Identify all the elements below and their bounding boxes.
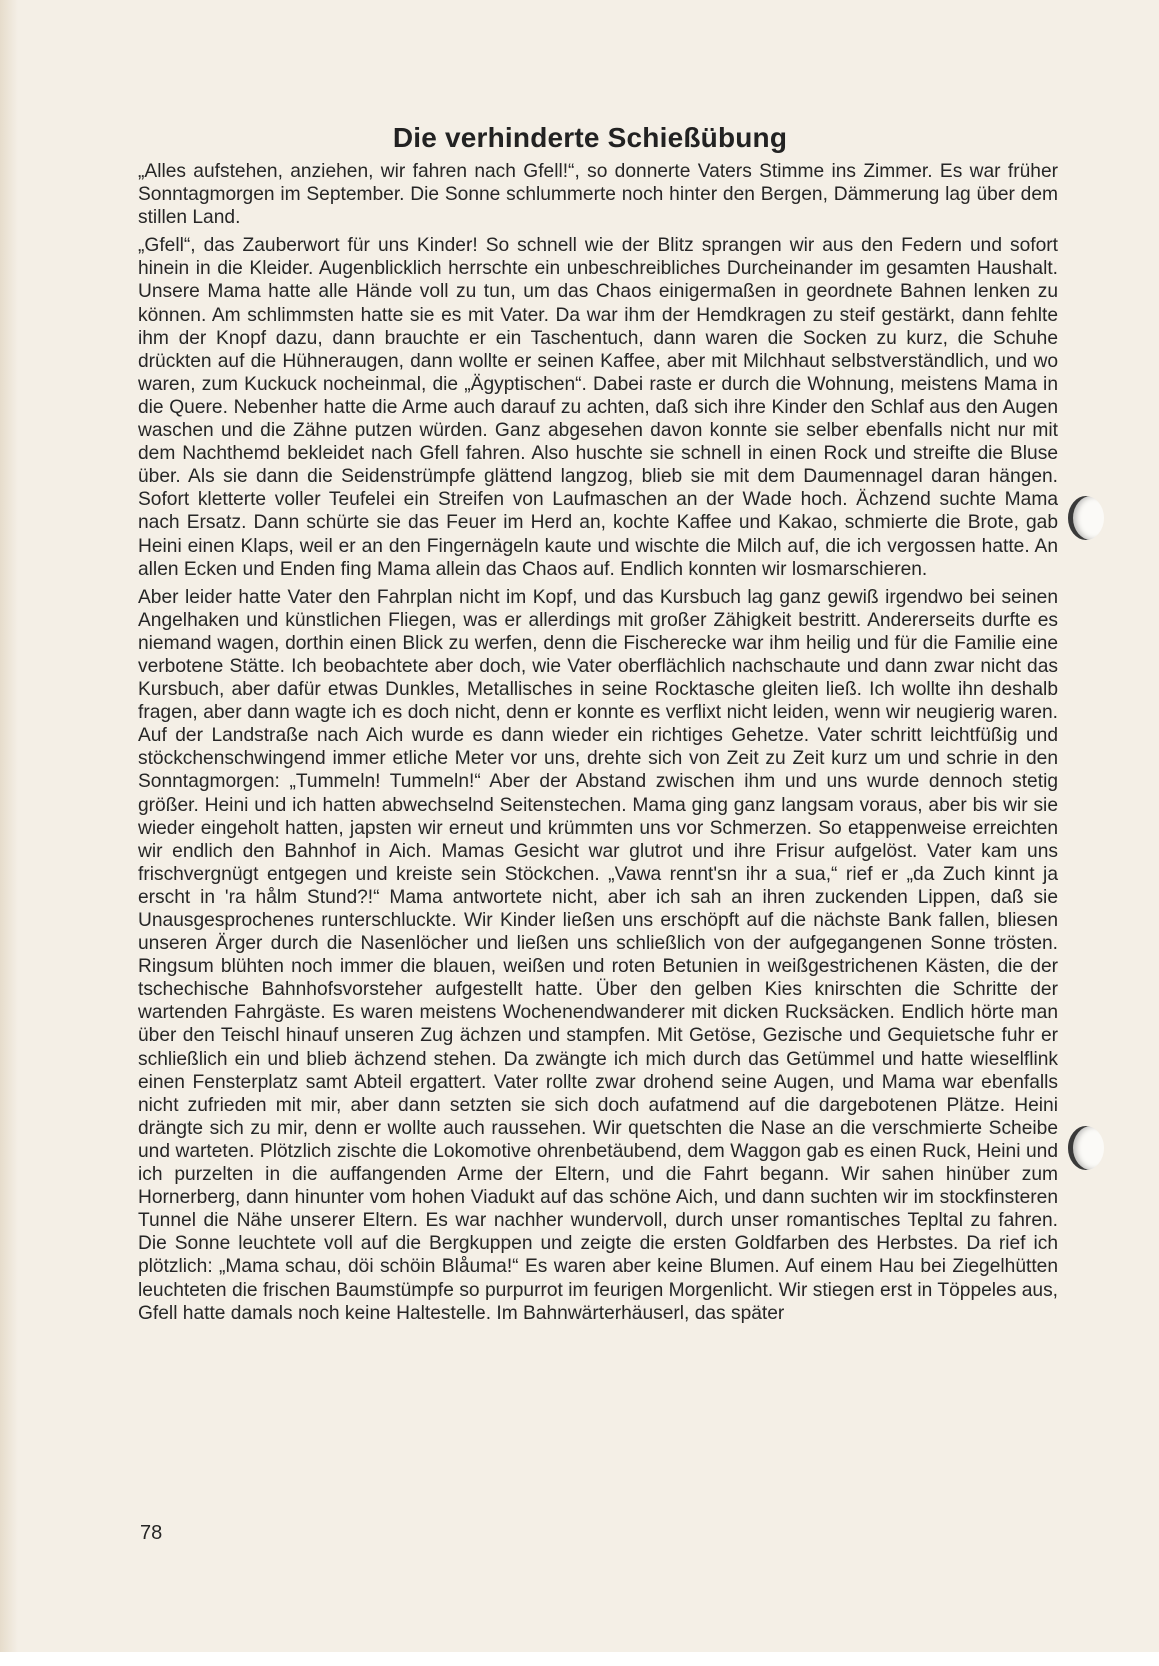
punch-hole-lower bbox=[1068, 1126, 1104, 1170]
paragraph-2: „Gfell“, das Zauberwort für uns Kinder! So schnell wie der Blitz sprangen wir aus den Federn und sofort hinein in die Kleider. Augenblicklich herrschte ein unbeschreibliches Durcheinander im gesamten Haushalt. Unsere Mama hatte alle Hände voll zu tun, um das Chaos einigermaßen in geordnete Bahnen lenken zu können. Am schlimmsten hatte sie es mit Vater. Da war ihm der Hemdkragen zu steif gestärkt, dann fehlte ihm der Knopf dazu, dann brauchte er ein Taschentuch, dann waren die Socken zu kurz, die Schuhe drückten auf die Hühneraugen, dann wollte er seinen Kaffee, aber mit Milchhaut selbstverständlich, und wo waren, zum Kuckuck nocheinmal, die „Ägyptischen“. Dabei raste er durch die Wohnung, meistens Mama in die Quere. Nebenher hatte die Arme auch darauf zu achten, daß sich ihre Kinder den Schlaf aus den Augen waschen und die Zähne putzen würden. Ganz abgesehen davon konnte sie selber ebenfalls nicht nur mit dem Nachthemd bekleidet nach Gfell fahren. Also huschte sie schnell in einen Rock und streifte die Bluse über. Als sie dann die Seidenstrümpfe glättend langzog, blieb sie mit dem Daumennagel daran hängen. Sofort kletterte voller Teufelei ein Streifen von Laufmaschen an der Wade hoch. Ächzend suchte Mama nach Ersatz. Dann schürte sie das Feuer im Herd an, kochte Kaffee und Kakao, schmierte die Brote, gab Heini einen Klaps, weil er an den Fingernägeln kaute und wischte die Milch auf, die ich vergossen hatte. An allen Ecken und Enden fing Mama allein das Chaos auf. Endlich konnten wir losmarschieren. bbox=[138, 235, 1058, 580]
page-number: 78 bbox=[140, 1522, 163, 1544]
page-edge-shadow bbox=[0, 0, 18, 1666]
page-title: Die verhinderte Schießübung bbox=[392, 122, 788, 153]
paragraph-1: „Alles aufstehen, anziehen, wir fahren nach Gfell!“, so donnerte Vaters Stimme ins Zimmer. Es war früher Sonntagmorgen im September. Die Sonne schlummerte noch hinter den Bergen, Dämmerung lag über dem stillen Land. bbox=[138, 161, 1058, 229]
punch-hole-upper bbox=[1068, 496, 1104, 540]
page-bottom-border bbox=[0, 1652, 1159, 1666]
body-text bbox=[138, 160, 1058, 1330]
paragraph-3: Aber leider hatte Vater den Fahrplan nicht im Kopf, und das Kursbuch lag ganz gewiß irgendwo bei seinen Angelhaken und künstlichen Fliegen, was er allerdings mit großer Zähigkeit bestritt. Andererseits durfte es niemand wagen, dorthin einen Blick zu werfen, denn die Fischerecke war ihm heilig und für die Familie eine verbotene Stätte. Ich beobachtete aber doch, wie Vater oberflächlich nachschaute und dann zwar nicht das Kursbuch, aber dafür etwas Dunkles, Metallisches in seine Rocktasche gleiten ließ. Ich wollte ihn deshalb fragen, aber dann wagte ich es doch nicht, denn er konnte es verflixt nicht leiden, wenn wir neugierig waren. Auf der Landstraße nach Aich wurde es dann wieder ein richtiges Gehetze. Vater schritt leichtfüßig und stöckchenschwingend immer etliche Meter vor uns, drehte sich von Zeit zu Zeit kurz um und schrie in den Sonntagmorgen: „Tummeln! Tummeln!“ Aber der Abstand zwischen ihm und uns wurde dennoch stetig größer. Heini und ich hatten abwechselnd Seitenstechen. Mama ging ganz langsam voraus, aber bis wir sie wieder eingeholt hatten, japsten wir erneut und krümmten uns vor Schmerzen. So etappenweise erreichten wir endlich den Bahnhof in Aich. Mamas Gesicht war glutrot und ihre Frisur aufgelöst. Vater kam uns frischvergnügt entgegen und kreiste sein Stöckchen. „Vawa rennt'sn ihr a sua,“ rief er „da Zuch kinnt ja erscht in 'ra hålm Stund?!“ Mama antwortete nicht, aber ich sah an ihren zuckenden Lippen, daß sie Unausgesprochenes runterschluckte. Wir Kinder ließen uns erschöpft auf die nächste Bank fallen, bliesen unseren Ärger durch die Nasenlöcher und ließen uns schließlich von der aufgegangenen Sonne trösten. Ringsum blühten noch immer die blauen, weißen und roten Betunien in weißgestrichenen Kästen, die der tschechische Bahnhofsvorsteher aufgestellt hatte. Über den gelben Kies knirschten die Schritte der wartenden Fahrgäste. Es waren meistens Wochenendwanderer mit dicken Rucksäcken. Endlich hörte man über den Teischl hinauf unseren Zug ächzen und stampfen. Mit Getöse, Gezische und Gequietsche fuhr er schließlich ein und blieb ächzend stehen. Da zwängte ich mich durch das Getümmel und hatte wieselflink einen Fensterplatz samt Abteil ergattert. Vater rollte zwar drohend seine Augen, und Mama war ebenfalls nicht zufrieden mit mir, aber dann setzten sie sich doch aufatmend auf die dargebotenen Plätze. Heini drängte sich zu mir, denn er wollte auch raussehen. Wir quetschten die Nase an die verschmierte Scheibe und warteten. Plötzlich zischte die Lokomotive ohrenbetäubend, dem Waggon gab es einen Ruck, Heini und ich purzelten in die auffangenden Arme der Eltern, und die Fahrt begann. Wir sahen hinüber zum Hornerberg, dann hinunter vom hohen Viadukt auf das schöne Aich, und dann suchten wir im stockfinsteren Tunnel die Nähe unserer Eltern. Es war nachher wundervoll, durch unser romantisches Tepltal zu fahren. Die Sonne leuchtete voll auf die Bergkuppen und zeigte die ersten Goldfarben des Herbstes. Da rief ich plötzlich: „Mama schau, döi schöin Blåuma!“ Es waren aber keine Blumen. Auf einem Hau bei Ziegelhütten leuchteten die frischen Baumstümpfe so purpurrot im feurigen Morgenlicht. Wir stiegen erst in Töppeles aus, Gfell hatte damals noch keine Haltestelle. Im Bahnwärterhäuserl, das später bbox=[138, 586, 1058, 1324]
